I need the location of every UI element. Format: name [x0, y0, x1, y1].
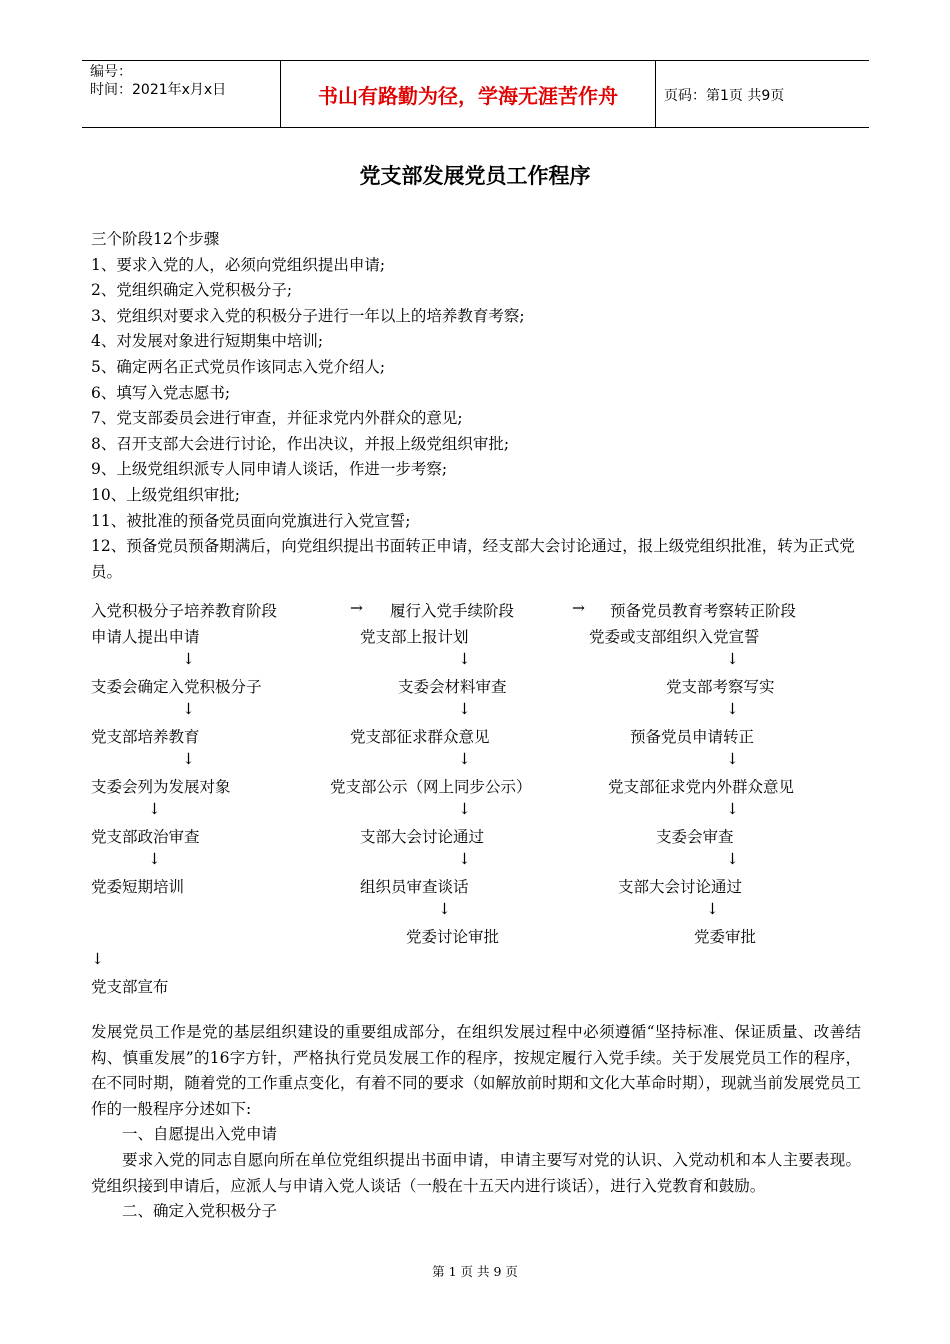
flow-step: 党支部征求群众意见: [350, 728, 490, 746]
down-arrow-icon: ↓: [182, 700, 195, 718]
step-item: 8、召开支部大会进行讨论，作出决议，并报上级党组织审批;: [91, 434, 510, 453]
time-label: 时间：2021年x月x日: [90, 82, 227, 98]
down-arrow-icon: ↓: [458, 700, 471, 718]
flow-step: 党支部公示（网上同步公示）: [330, 778, 532, 796]
flow-step: 党支部上报计划: [360, 628, 469, 646]
process-flowchart: [0, 597, 950, 1007]
step-item: 5、确定两名正式党员作该同志入党介绍人;: [91, 357, 386, 376]
body-text: [91, 1020, 861, 1225]
footer-page-number: 第 1 页 共 9 页: [432, 1264, 518, 1279]
flow-step: 支委会确定入党积极分子: [91, 678, 262, 696]
down-arrow-icon: ↓: [148, 850, 161, 868]
down-arrow-icon: ↓: [91, 950, 104, 968]
header-motto: 书山有路勤为径，学海无涯苦作舟: [280, 61, 656, 127]
down-arrow-icon: ↓: [726, 750, 739, 768]
down-arrow-icon: ↓: [706, 900, 719, 918]
number-label: 编号：: [90, 64, 132, 80]
intro-paragraph: 发展党员工作是党的基层组织建设的重要组成部分，在组织发展过程中必须遵循“坚持标准、保证质量、改善结构、慎重发展”的16字方针，严格执行党员发展工作的程序，按规定履行入党手续。关于发展党员工作的程序，在不同时期，随着党的工作重点变化，有着不同的要求（如解放前时期和文化大革命时期），现就当前发展党员工作的一般程序分述如下:: [91, 1023, 861, 1118]
step-item: 12、预备党员预备期满后，向党组织提出书面转正申请，经支部大会讨论通过，报上级党组织批准，转为正式党员。: [91, 537, 855, 581]
down-arrow-icon: ↓: [726, 650, 739, 668]
down-arrow-icon: ↓: [726, 800, 739, 818]
step-item: 3、党组织对要求入党的积极分子进行一年以上的培养教育考察;: [91, 306, 525, 325]
down-arrow-icon: ↓: [458, 750, 471, 768]
flow-step: 党委短期培训: [91, 878, 185, 896]
down-arrow-icon: ↓: [182, 650, 195, 668]
flow-step: 党支部宣布: [91, 978, 169, 996]
step-item: 7、党支部委员会进行审查，并征求党内外群众的意见;: [91, 409, 463, 428]
flow-step: 支部大会讨论通过: [618, 878, 743, 896]
flow-step: 预备党员申请转正: [630, 728, 755, 746]
page-header: [82, 60, 869, 128]
stage-1-label: 入党积极分子培养教育阶段: [91, 602, 278, 620]
step-item: 9、上级党组织派专人同申请人谈话，作进一步考察;: [91, 460, 448, 479]
flow-step: 申请人提出申请: [91, 628, 200, 646]
flow-step: 党委或支部组织入党宣誓: [589, 628, 760, 646]
flow-step: 组织员审查谈话: [360, 878, 469, 896]
stage-arrow-icon: →: [350, 599, 363, 617]
document-title: 党支部发展党员工作程序: [359, 163, 591, 188]
flow-step: 党支部培养教育: [91, 728, 200, 746]
steps-list: [91, 227, 861, 585]
down-arrow-icon: ↓: [726, 700, 739, 718]
header-meta: [90, 63, 226, 99]
down-arrow-icon: ↓: [148, 800, 161, 818]
section-paragraph: 要求入党的同志自愿向所在单位党组织提出书面申请，申请主要写对党的认识、入党动机和本人主要表现。党组织接到申请后，应派人与申请入党人谈话（一般在十五天内进行谈话），进行入党教育和鼓励。: [91, 1150, 861, 1195]
step-item: 6、填写入党志愿书;: [91, 383, 231, 402]
down-arrow-icon: ↓: [726, 850, 739, 868]
flow-step: 党委审批: [694, 928, 757, 946]
step-item: 11、被批准的预备党员面向党旗进行入党宣誓;: [91, 511, 411, 530]
down-arrow-icon: ↓: [458, 850, 471, 868]
page-label: 页码：第1页 共9页: [664, 88, 785, 104]
section-heading: 二、确定入党积极分子: [122, 1202, 278, 1221]
stage-2-label: 履行入党手续阶段: [390, 602, 515, 620]
down-arrow-icon: ↓: [182, 750, 195, 768]
flow-step: 支委会审查: [656, 828, 734, 846]
down-arrow-icon: ↓: [458, 800, 471, 818]
step-item: 1、要求入党的人，必须向党组织提出申请;: [91, 255, 386, 274]
down-arrow-icon: ↓: [438, 900, 451, 918]
step-item: 4、对发展对象进行短期集中培训;: [91, 332, 324, 351]
steps-heading: 三个阶段12个步骤: [91, 230, 220, 248]
flow-step: 支委会材料审查: [398, 678, 507, 696]
flow-step: 党支部政治审查: [91, 828, 200, 846]
stage-arrow-icon: →: [572, 599, 585, 617]
flow-step: 党支部考察写实: [666, 678, 775, 696]
step-item: 10、上级党组织审批;: [91, 485, 240, 504]
flow-step: 党支部征求党内外群众意见: [608, 778, 795, 796]
section-heading: 一、自愿提出入党申请: [122, 1125, 278, 1144]
flow-step: 支部大会讨论通过: [360, 828, 485, 846]
page-footer: [0, 1262, 950, 1280]
stage-3-label: 预备党员教育考察转正阶段: [610, 602, 797, 620]
flow-step: 党委讨论审批: [406, 928, 500, 946]
step-item: 2、党组织确定入党积极分子;: [91, 281, 293, 300]
flow-step: 支委会列为发展对象: [91, 778, 231, 796]
down-arrow-icon: ↓: [458, 650, 471, 668]
